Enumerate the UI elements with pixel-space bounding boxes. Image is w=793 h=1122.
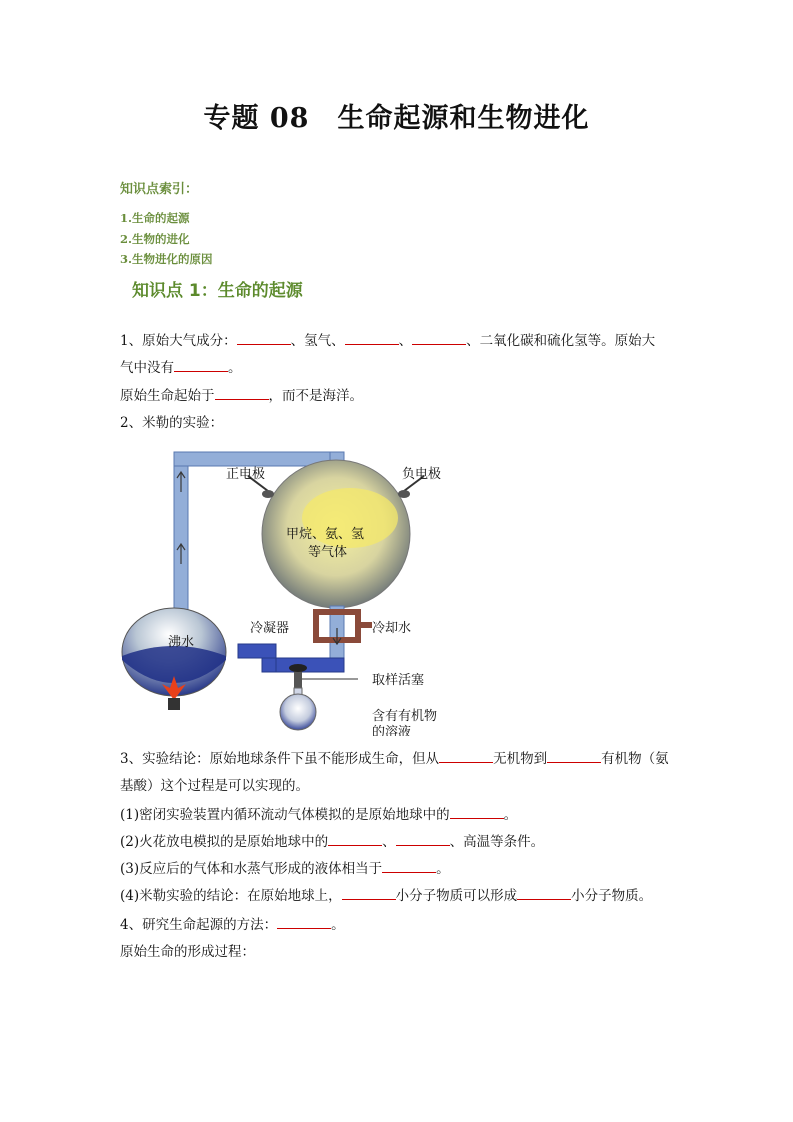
question-1-origin: 原始生命起始于 ，而不是海洋。 xyxy=(120,383,676,410)
gases-label: 甲烷、氨、氢 xyxy=(286,527,365,542)
index-heading: 知识点索引： xyxy=(120,182,199,197)
solution-label: 含有有机物 xyxy=(372,709,438,724)
index-list xyxy=(120,208,213,270)
boiling-water-label: 沸水 xyxy=(168,635,195,650)
question-3-sub-1: (1)密闭实验装置内循环流动气体模拟的是原始地球中的 。 xyxy=(120,802,676,829)
answer-blank[interactable] xyxy=(547,748,601,763)
index-item: 2.生物的进化 xyxy=(120,231,190,246)
sampling-stopcock xyxy=(294,670,302,688)
miller-experiment-diagram xyxy=(118,446,478,736)
answer-blank[interactable] xyxy=(328,831,382,846)
answer-blank[interactable] xyxy=(342,885,396,900)
index-item: 1.生命的起源 xyxy=(120,211,190,225)
answer-blank[interactable] xyxy=(237,330,291,345)
solution-label: 的溶液 xyxy=(372,725,412,736)
answer-blank[interactable] xyxy=(412,330,466,345)
answer-blank[interactable] xyxy=(382,858,436,873)
question-3-sub-4: (4)米勒实验的结论：在原始地球上， 小分子物质可以形成 小分子物质。 xyxy=(120,883,676,910)
section-title: 知识点 1：生命的起源 xyxy=(132,281,303,301)
question-3: 3、实验结论：原始地球条件下虽不能形成生命，但从 无机物到 有机物（氨 基酸）这个过程是可以实现的。 xyxy=(120,746,676,800)
question-3-sub-3: (3)反应后的气体和水蒸气形成的液体相当于 。 xyxy=(120,856,676,883)
answer-blank[interactable] xyxy=(215,385,269,400)
question-4-process: 原始生命的形成过程： xyxy=(120,944,255,960)
question-4: 4、研究生命起源的方法： 。 xyxy=(120,912,676,939)
negative-electrode-label: 负电极 xyxy=(402,467,442,482)
answer-blank[interactable] xyxy=(174,357,228,372)
question-2: 2、米勒的实验： xyxy=(120,415,224,431)
question-3-sub-2: (2)火花放电模拟的是原始地球中的 、 、高温等条件。 xyxy=(120,829,676,856)
page-title: 专题 08 生命起源和生物进化 xyxy=(203,103,590,134)
answer-blank[interactable] xyxy=(277,914,331,929)
condenser-label: 冷凝器 xyxy=(250,621,290,636)
question-1: 1、原始大气成分： 、氢气、 、 、二氧化碳和硫化氢等。原始大 气中没有 。 xyxy=(120,328,676,382)
answer-blank[interactable] xyxy=(439,748,493,763)
positive-electrode-label: 正电极 xyxy=(226,467,266,482)
cooling-water-label: 冷却水 xyxy=(372,621,412,636)
index-item: 3.生物进化的原因 xyxy=(120,252,213,266)
answer-blank[interactable] xyxy=(396,831,450,846)
answer-blank[interactable] xyxy=(345,330,399,345)
gases-label: 等气体 xyxy=(308,545,348,560)
answer-blank[interactable] xyxy=(517,885,571,900)
sampling-valve-label: 取样活塞 xyxy=(372,673,425,688)
answer-blank[interactable] xyxy=(450,804,504,819)
sample-flask xyxy=(280,694,316,730)
